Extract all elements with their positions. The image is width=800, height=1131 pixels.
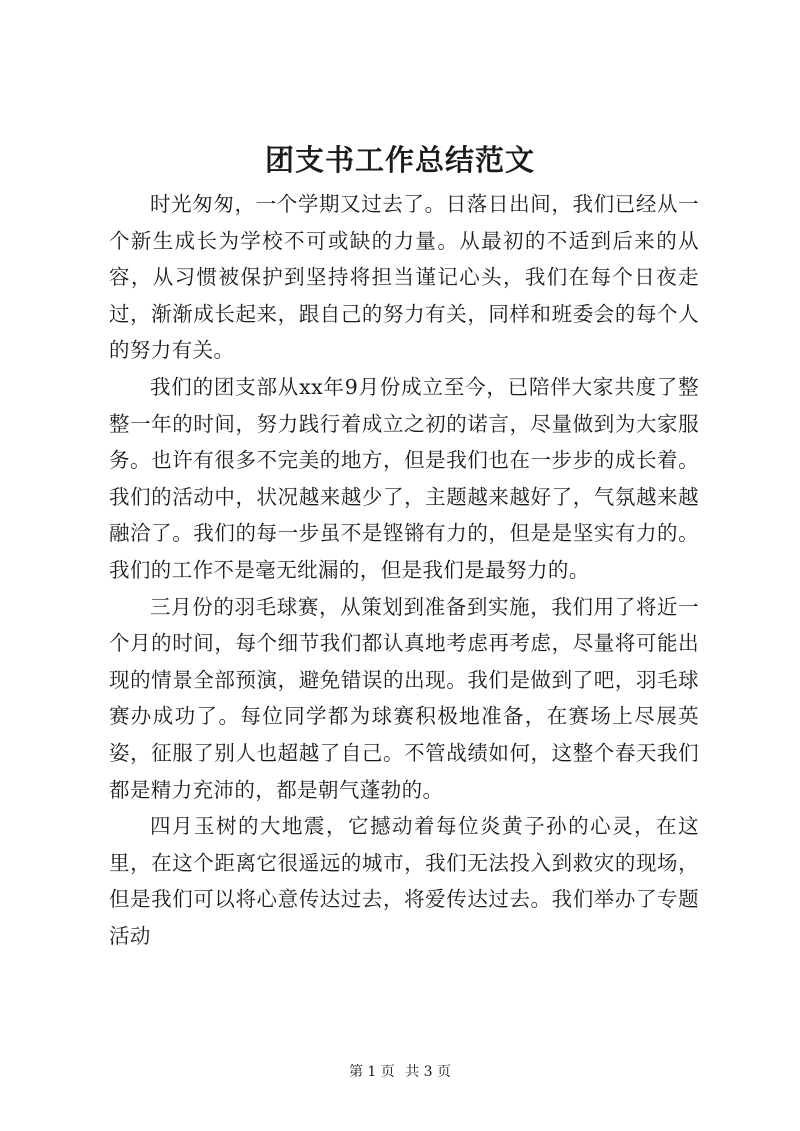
paragraph: 四月玉树的大地震，它撼动着每位炎黄子孙的心灵，在这里，在这个距离它很遥远的城市，我们无法投入到救灾的现场，但是我们可以将心意传达过去，将爱传达过去。我们举办了专题活动 bbox=[109, 814, 699, 948]
document-title: 团支书工作总结范文 bbox=[264, 143, 535, 177]
paragraph: 我们的团支部从xx年9月份成立至今，已陪伴大家共度了整整一年的时间，努力践行着成立之初的诺言，尽量做到为大家服务。也许有很多不完美的地方，但是我们也在一步步的成长着。我们的活动中，状况越来越少了，主题越来越好了，气氛越来越融洽了。我们的每一步虽不是铿锵有力的，但是是坚实有力的。我们的工作不是毫无纰漏的，但是我们是最努力的。 bbox=[109, 374, 699, 582]
paragraph: 时光匆匆，一个学期又过去了。日落日出间，我们已经从一个新生成长为学校不可或缺的力量。从最初的不适到后来的从容，从习惯被保护到坚持将担当谨记心头，我们在每个日夜走过，渐渐成长起来，跟自己的努力有关，同样和班委会的每个人的努力有关。 bbox=[109, 192, 699, 363]
page-total: 共 3 页 bbox=[405, 1064, 452, 1080]
page-number: 第 1 页 bbox=[348, 1064, 395, 1080]
paragraph: 三月份的羽毛球赛，从策划到准备到实施，我们用了将近一个月的时间，每个细节我们都认真地考虑再考虑，尽量将可能出现的情景全部预演，避免错误的出现。我们是做到了吧，羽毛球赛办成功了。每位同学都为球赛积极地准备，在赛场上尽展英姿，征服了别人也超越了自己。不管战绩如何，这整个春天我们都是精力充沛的，都是朝气蓬勃的。 bbox=[109, 594, 699, 802]
page-footer bbox=[0, 1062, 800, 1082]
document-body bbox=[109, 186, 699, 954]
